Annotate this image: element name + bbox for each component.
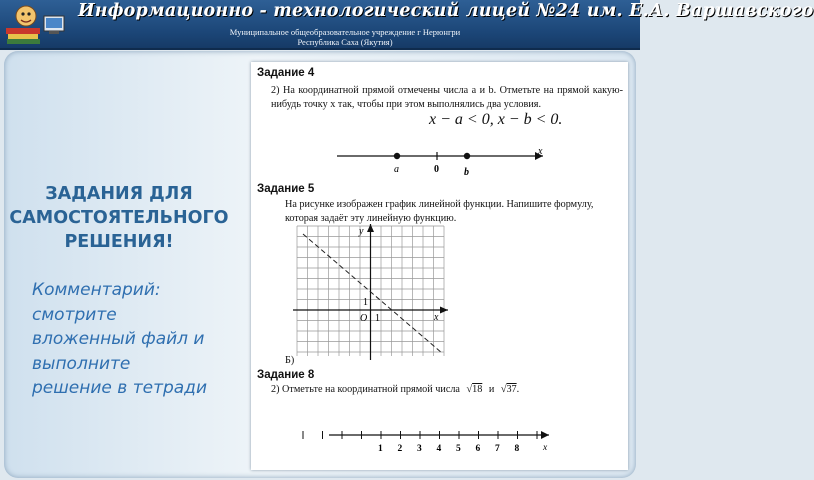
point-a	[394, 153, 400, 159]
task4-text: 2) На координатной прямой отмечены числа a и b. Отметьте на прямой какую-нибудь точку x так, чтобы при этом выполнялись два условия.	[271, 85, 623, 110]
tick-label: 6	[475, 444, 481, 454]
school-subtitle-line2: Республика Саха (Якутия)	[297, 37, 393, 47]
embedded-document[interactable]	[251, 62, 628, 470]
label-one-x: 1	[375, 313, 380, 324]
task5-heading: Задание 5	[257, 183, 315, 195]
tick-label: 7	[495, 444, 500, 454]
task8-conj: и	[488, 384, 495, 395]
graph-label-x: x	[434, 312, 439, 323]
label-one-y: 1	[363, 297, 368, 308]
sqrt37: √37	[500, 384, 517, 395]
label-y: y	[359, 226, 364, 237]
label-origin: O	[360, 313, 368, 324]
tick-label: 3	[417, 444, 422, 454]
task8-label-x: x	[543, 443, 548, 453]
school-logo-icon	[4, 2, 68, 46]
sqrt18: √18	[466, 384, 483, 395]
tick-label: 1	[378, 444, 383, 454]
task8-number-line	[251, 422, 628, 462]
task5-graph	[251, 224, 628, 374]
task4-number-line	[251, 142, 628, 182]
point-b	[464, 153, 470, 159]
task4-heading: Задание 4	[257, 67, 315, 79]
task5-text: На рисунке изображен график линейной функции. Напишите формулу, которая задаёт эту линейную функцию.	[285, 199, 594, 224]
school-subtitle-line1: Муниципальное общеобразовательное учреждение г Нерюнгри	[229, 27, 461, 37]
tick-label: 5	[456, 444, 461, 454]
task4-condition: x − a < 0, x − b < 0.	[429, 111, 563, 128]
tick-label: 4	[436, 444, 442, 454]
task8-heading: Задание 8	[257, 369, 315, 381]
task5-answer-prefix: Б)	[285, 355, 295, 366]
label-a: a	[394, 164, 399, 175]
label-b: b	[464, 167, 469, 178]
tick-label: 2	[397, 444, 403, 454]
tick-label: 8	[514, 444, 520, 454]
task8-text-prefix: 2) Отметьте на координатной прямой числа	[271, 384, 460, 395]
site-header	[0, 0, 814, 50]
slide-heading: ЗАДАНИЯ ДЛЯ САМОСТОЯТЕЛЬНОГО РЕШЕНИЯ!	[9, 184, 229, 252]
sqrt37-value: 37	[506, 384, 517, 395]
function-line	[303, 234, 442, 353]
label-x: x	[538, 146, 543, 157]
sqrt18-value: 18	[472, 384, 483, 395]
slide-comment: Комментарий: смотрите вложенный файл и выполните решение в тетради	[32, 280, 207, 399]
school-title: Информационно - технологический лицей №24 им. Е.А. Варшавского	[78, 1, 814, 21]
label-zero: 0	[434, 164, 439, 175]
task8-text: 2) Отметьте на координатной прямой числа √18 и √37.	[271, 384, 520, 395]
